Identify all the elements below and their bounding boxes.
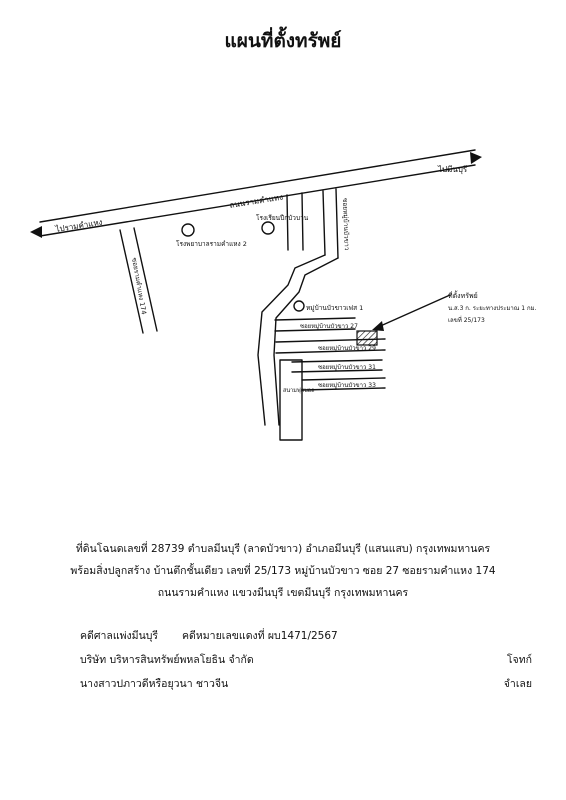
- label-soi-a: ซอยหมู่บ้านบัวขาว 27: [300, 323, 358, 330]
- arrow-left: [30, 226, 42, 238]
- label-soi-c: ซอยหมู่บ้านบัวขาว 29: [318, 345, 376, 352]
- label-temple: โรงเรียนปีกบัวบาน: [256, 214, 309, 222]
- label-village: หมู่บ้านบัวขาวเฟส 1: [306, 304, 364, 312]
- callout-arrowhead: [372, 321, 384, 331]
- label-main-road: ถนนรามคำแหง: [228, 192, 284, 210]
- label-field: สนามฟุตบอล: [283, 388, 315, 394]
- soi-1-edge: [275, 318, 355, 320]
- middle-soi-edge-1: [287, 195, 288, 250]
- label-soi-d: ซอยหมู่บ้านบัวขาว 31: [318, 364, 376, 371]
- label-callout-3: เลขที่ 25/173: [448, 317, 485, 324]
- page-title: แผนที่ตั้งทรัพย์: [224, 30, 342, 52]
- plaintiff-name: บริษัท บริหารสินทรัพย์พหลโยธิน จำกัด: [80, 654, 254, 666]
- defendant-role: จำเลย: [503, 678, 532, 690]
- label-callout-2: น.ส.3 ก. ระยะทางประมาณ 1 กม.: [448, 305, 537, 312]
- right-soi-edge-2: [336, 189, 338, 258]
- case-number: คดีหมายเลขแดงที่ ผบ1471/2567: [182, 630, 338, 642]
- label-left-soi: ซอยรามคำแหง 174: [130, 256, 148, 316]
- village-marker: [294, 301, 304, 311]
- label-to-ramkhamhaeng: ไปรามคำแหง: [54, 217, 104, 234]
- property-line-3: ถนนรามคำแหง แขวงมีนบุรี เขตมีนบุรี กรุงเทพมหานคร: [157, 587, 409, 599]
- callout-arrow: [376, 295, 450, 328]
- defendant-name: นางสาวปภาวดีหรือยุวนา ชาวจีน: [80, 678, 229, 690]
- court-name: คดีศาลแพ่งมีนบุรี: [80, 630, 159, 642]
- label-callout-1: ที่ตั้งทรัพย์: [448, 292, 478, 300]
- right-soi-edge-1: [323, 191, 325, 255]
- soi-4-edge: [302, 378, 385, 380]
- property-line-1: ที่ดินโฉนดเลขที่ 28739 ตำบลมีนบุรี (ลาดบัวขาว) อำเภอมีนบุรี (แสนแสบ) กรุงเทพมหานคร: [75, 543, 491, 555]
- property-line-2: พร้อมสิ่งปลูกสร้าง บ้านตึกชั้นเดียว เลขที่ 25/173 หมู่บ้านบัวขาว ซอย 27 ซอยรามคำแหง 174: [70, 565, 496, 577]
- label-right-soi: ซอยหมู่บ้านบัวขาว: [341, 197, 351, 251]
- arrow-right: [470, 152, 482, 164]
- label-to-minburi: ไปมีนบุรี: [438, 165, 468, 174]
- property-parcel: [357, 331, 377, 345]
- label-soi-e: ซอยหมู่บ้านบัวขาว 33: [318, 382, 376, 389]
- hospital-marker: [182, 224, 194, 236]
- main-road-top-edge: [40, 150, 475, 222]
- soi-3-edge: [292, 360, 382, 362]
- winding-road-edge-1: [258, 255, 325, 425]
- temple-marker: [262, 222, 274, 234]
- plaintiff-role: โจทก์: [506, 654, 532, 666]
- label-hospital: โรงพยาบาลรามคำแหง 2: [176, 240, 247, 248]
